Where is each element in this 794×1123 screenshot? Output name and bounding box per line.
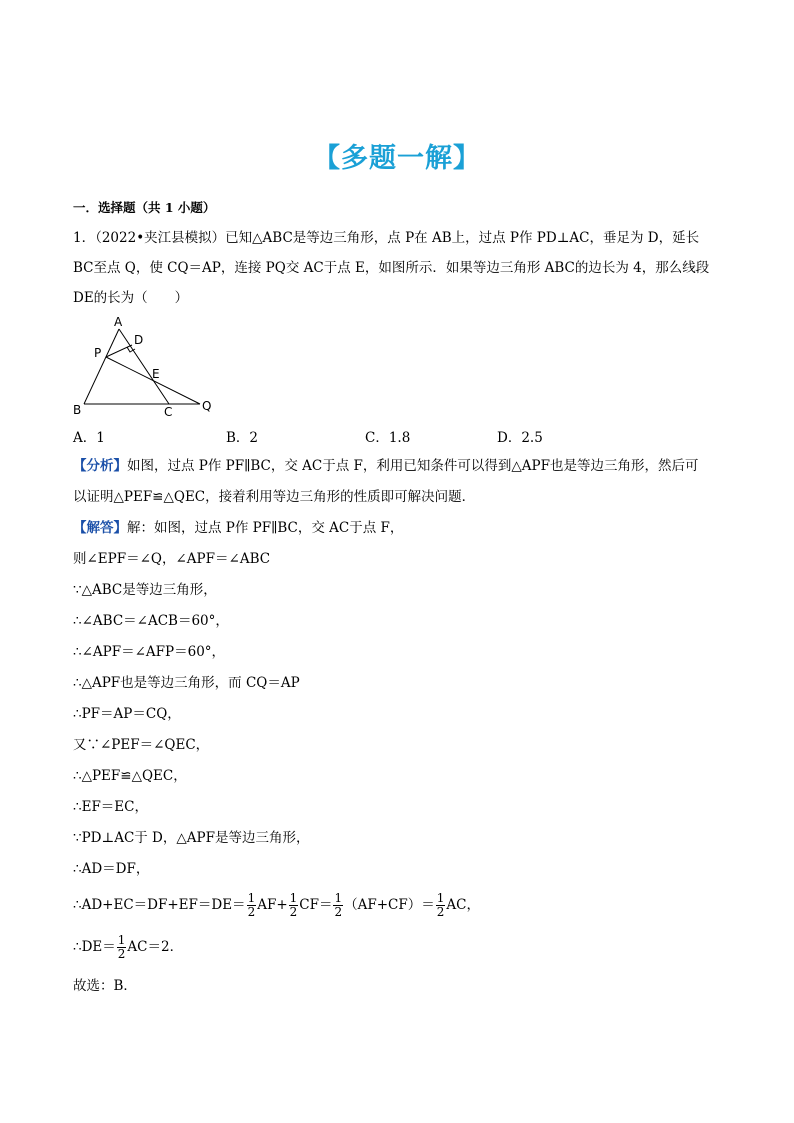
label-e: E [152, 367, 160, 381]
label-b: B [73, 403, 82, 417]
label-c: C [164, 405, 173, 419]
triangle-figure [70, 312, 220, 422]
segment-ac [119, 329, 169, 404]
fraction-half: $\frac{1}{2}$ [436, 891, 445, 919]
option-c[interactable]: C．1.8 [365, 430, 411, 446]
solution-tag: 【解答】 [73, 520, 127, 536]
analysis-line-1: 【分析】如图，过点 P作 PF∥BC，交 AC于点 F，利用已知条件可以得到△APF也是等边三角形，然后可 [73, 458, 699, 474]
solution-line-2: 则∠EPF＝∠Q，∠APF＝∠ABC [73, 551, 271, 567]
option-d[interactable]: D．2.5 [497, 430, 543, 446]
question-line-2: BC至点 Q，使 CQ＝AP，连接 PQ交 AC于点 E，如图所示．如果等边三角形 ABC的边长为 4，那么线段 [73, 260, 710, 276]
solution-line-4: ∴∠ABC＝∠ACB＝60°， [73, 613, 229, 629]
option-b[interactable]: B．2 [226, 430, 259, 446]
solution-line-5: ∴∠APF＝∠AFP＝60°， [73, 644, 226, 660]
analysis-line-2: 以证明△PEF≌△QEC，接着利用等边三角形的性质即可解决问题． [73, 489, 476, 505]
segment-pd [106, 345, 132, 357]
page-title: 【多题一解】 [313, 143, 481, 174]
solution-line-15: 故选：B． [73, 978, 137, 994]
solution-line-9: ∴△PEF≌△QEC， [73, 768, 187, 784]
label-d: D [134, 333, 144, 347]
solution-line-7: ∴PF＝AP＝CQ， [73, 706, 181, 722]
solution-line-11: ∵PD⊥AC于 D，△APF是等边三角形， [73, 830, 310, 846]
solution-line-13: ∴AD+EC＝DF+EF＝DE＝ $\frac{1}{2}$ AF+ $\frac{1}{2}$ CF＝ $\frac{1}{2}$ （AF+CF）＝ $\frac{1}{2}$ AC， [73, 891, 480, 919]
solution-line-1: 【解答】解：如图，过点 P作 PF∥BC，交 AC于点 F， [73, 520, 404, 536]
label-p: P [94, 346, 102, 360]
solution-line-8: 又∵∠PEF＝∠QEC， [73, 737, 210, 753]
section-header: 一．选择题（共 1 小题） [73, 200, 216, 215]
solution-line-12: ∴AD＝DF， [73, 861, 150, 877]
fraction-half: $\frac{1}{2}$ [334, 891, 343, 919]
solution-line-10: ∴EF＝EC， [73, 799, 148, 815]
solution-line-6: ∴△APF也是等边三角形，而 CQ＝AP [73, 675, 300, 691]
label-a: A [114, 315, 123, 329]
option-a[interactable]: A．1 [73, 430, 105, 446]
solution-line-3: ∵△ABC是等边三角形， [73, 582, 217, 598]
fraction-half: $\frac{1}{2}$ [247, 891, 256, 919]
question-line-1: 1．（2022•夹江县模拟）已知△ABC是等边三角形，点 P在 AB上，过点 P作 PD⊥AC，垂足为 D，延长 [73, 230, 700, 246]
solution-line-14: ∴DE＝ $\frac{1}{2}$ AC＝2． [73, 933, 184, 961]
question-line-3: DE的长为（ ） [73, 290, 189, 306]
analysis-tag: 【分析】 [73, 458, 127, 474]
fraction-half: $\frac{1}{2}$ [289, 891, 298, 919]
segment-ab [84, 329, 119, 404]
fraction-half: $\frac{1}{2}$ [117, 933, 126, 961]
label-q: Q [202, 399, 212, 413]
